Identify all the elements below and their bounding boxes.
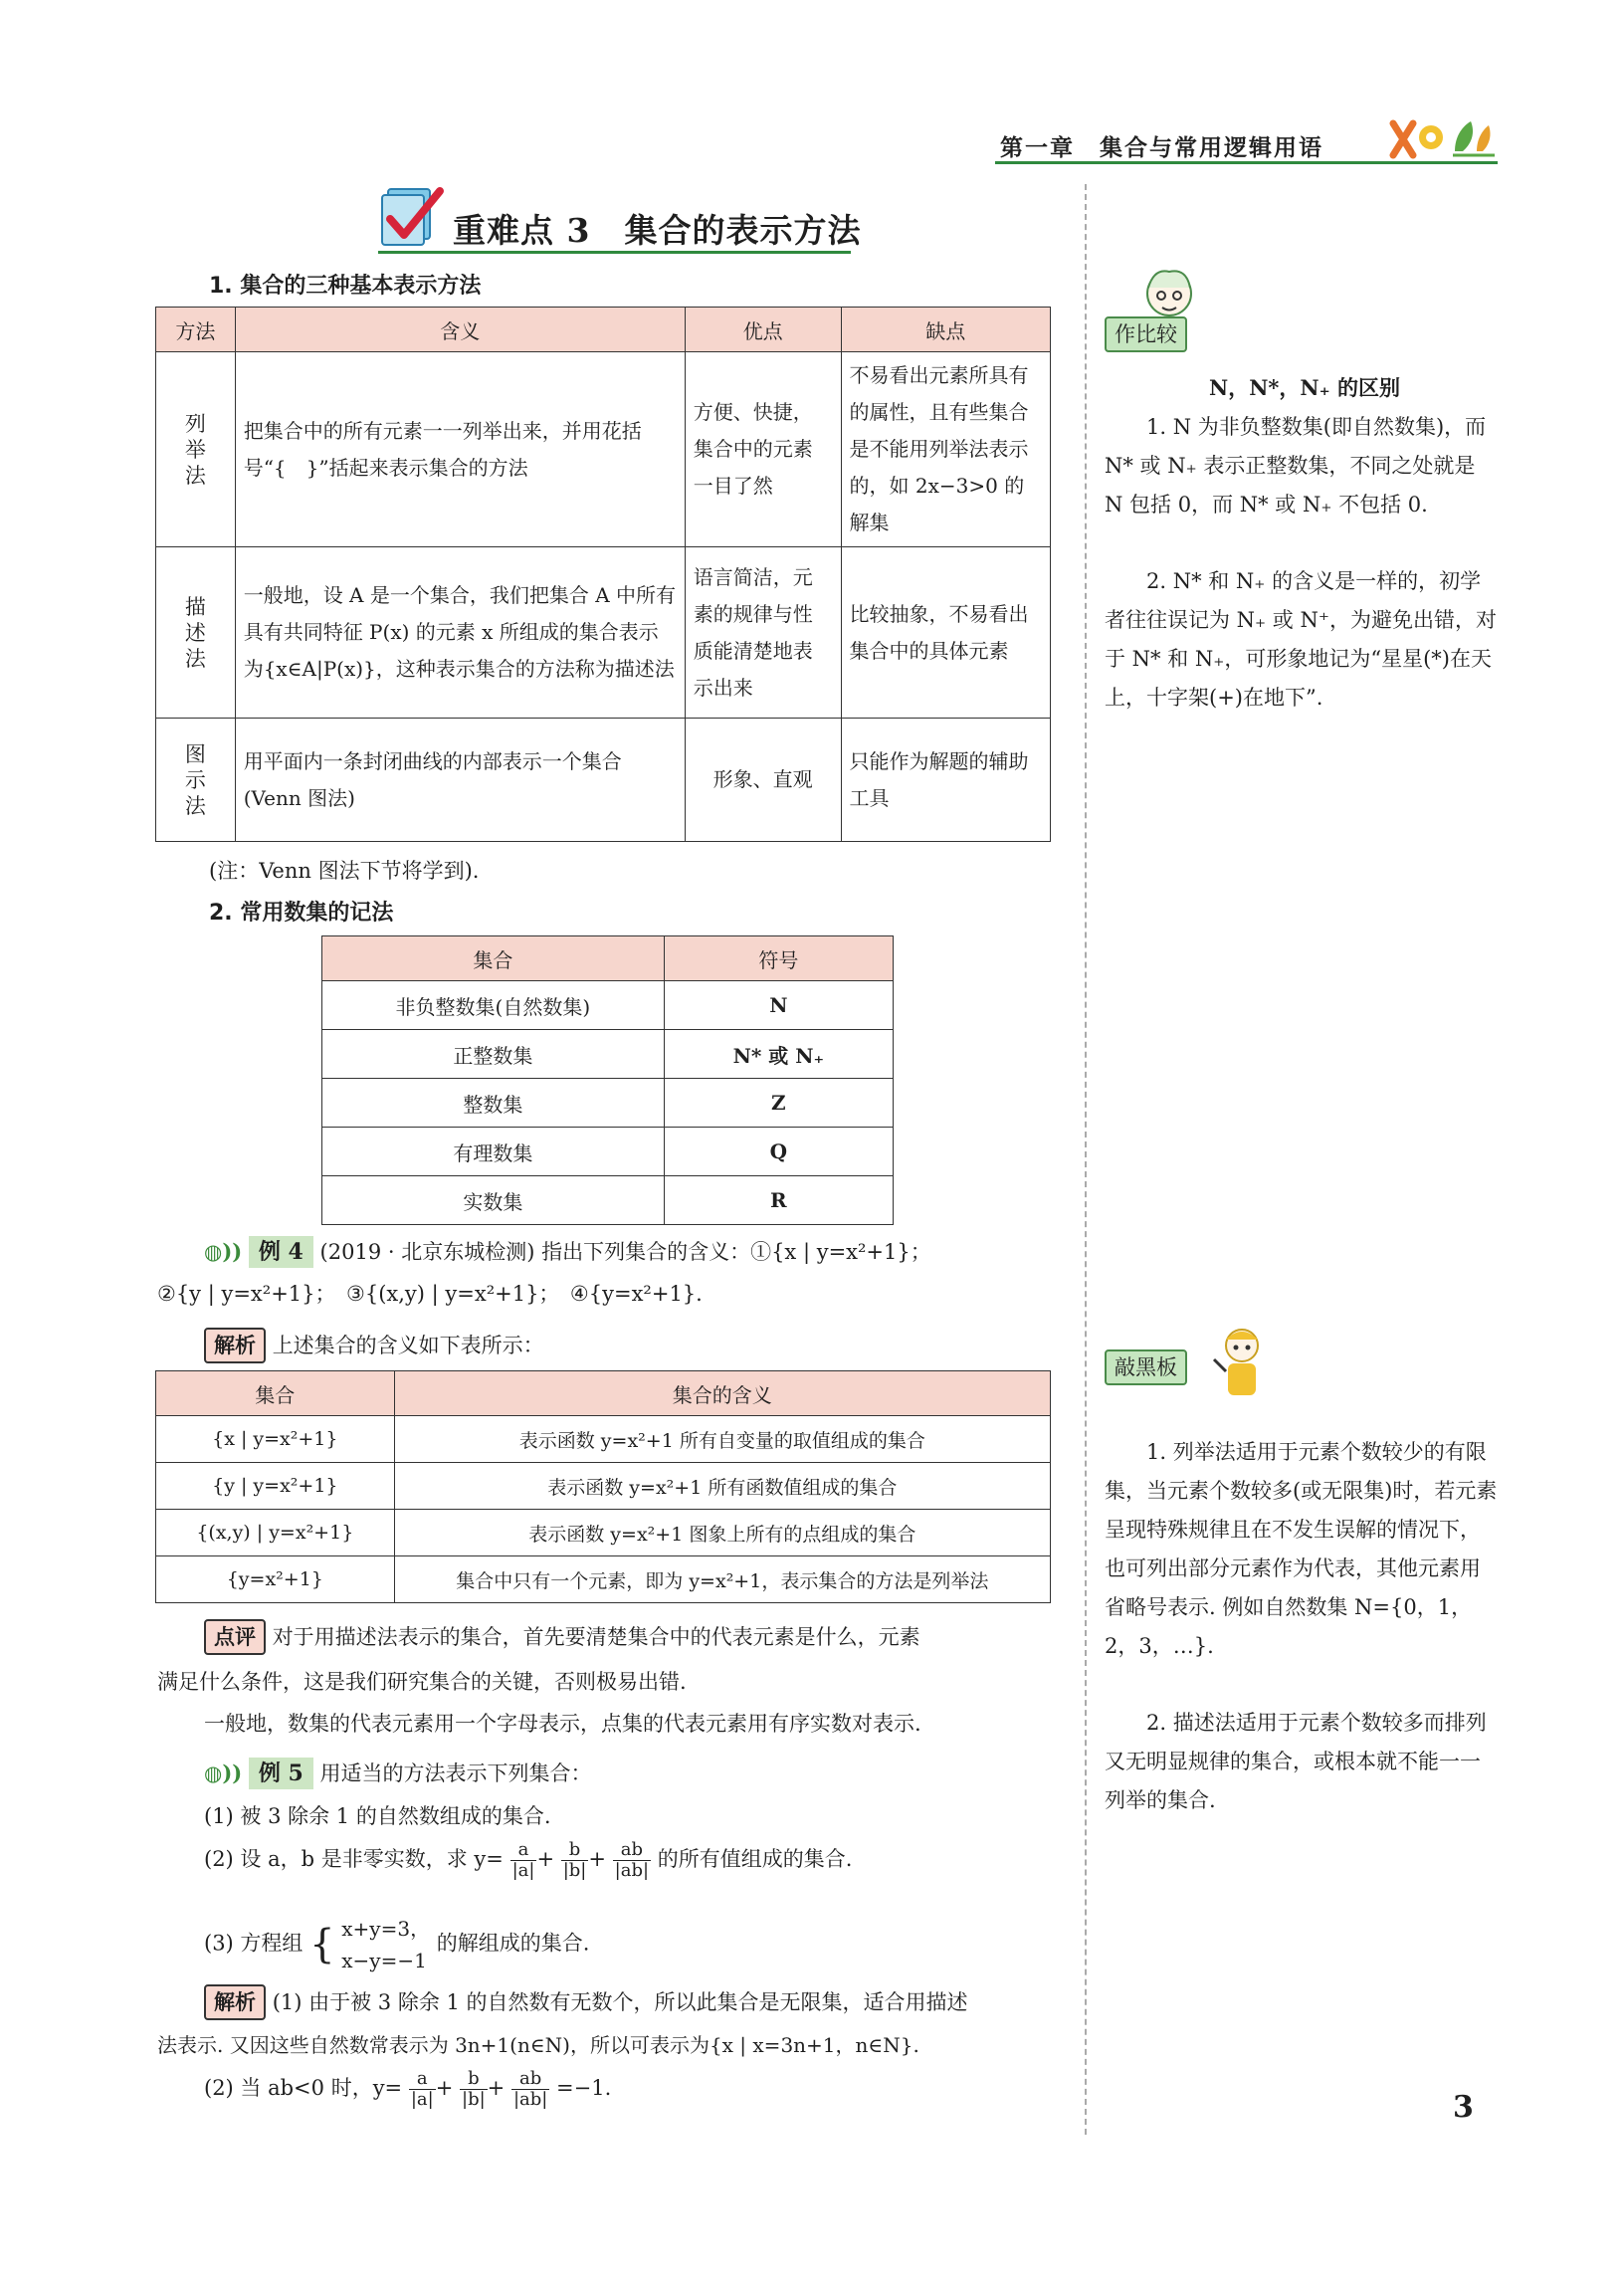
comment-line1: 对于用描述法表示的集合，首先要清楚集合中的代表元素是什么，元素: [272, 1625, 920, 1649]
table-row: [156, 352, 1051, 547]
table-row: [322, 1128, 894, 1176]
comment-line2: 满足什么条件，这是我们研究集合的关键，否则极易出错.: [157, 1670, 687, 1694]
table-row: [156, 1510, 1051, 1556]
meaning-cell: 一般地，设 A 是一个集合，我们把集合 A 中所有具有共同特征 P(x) 的元素 x 所组成的集合表示为{x∈A|P(x)}，这种表示集合的方法称为描述法: [235, 547, 685, 719]
example5-q1: (1) 被 3 除余 1 的自然数组成的集合.: [204, 1804, 551, 1828]
a2-text-after: =−1.: [556, 2076, 612, 2100]
column-header: 集合: [322, 936, 665, 981]
set-name-cell: 非负整数集(自然数集): [322, 981, 665, 1030]
header-logo-icon: [1383, 111, 1498, 163]
table-row: [156, 1556, 1051, 1603]
comment-line3: 一般地，数集的代表元素用一个字母表示，点集的代表元素用有序实数对表示.: [204, 1712, 921, 1736]
column-header: 含义: [235, 308, 685, 352]
example4-badge: 例 4: [249, 1236, 313, 1268]
column-header: 优点: [685, 308, 841, 352]
set-meaning-cell: 表示函数 y=x²+1 图象上所有的点组成的集合: [394, 1510, 1050, 1556]
table-row: [156, 1416, 1051, 1463]
column-divider: [1085, 184, 1087, 2135]
set-symbol-cell: Z: [664, 1079, 893, 1128]
set-meaning-cell: 表示函数 y=x²+1 所有函数值组成的集合: [394, 1463, 1050, 1510]
set-cell: {x | y=x²+1}: [156, 1416, 395, 1463]
compare-tag: 作比较: [1105, 316, 1187, 352]
set-cell: {(x,y) | y=x²+1}: [156, 1510, 395, 1556]
column-header: 缺点: [841, 308, 1050, 352]
method-cell: 图示法: [156, 719, 236, 842]
table-row: [322, 1079, 894, 1128]
fraction: $\frac{b}{|b|}$: [462, 2068, 486, 2110]
set-symbol-cell: R: [664, 1176, 893, 1225]
column-header: 集合: [156, 1371, 395, 1416]
set-meaning-cell: 集合中只有一个元素，即为 y=x²+1，表示集合的方法是列举法: [394, 1556, 1050, 1603]
section-title-rule: [378, 251, 851, 254]
analysis-intro: 上述集合的含义如下表所示：: [272, 1334, 544, 1357]
pros-cell: 方便、快捷，集合中的元素一目了然: [685, 352, 841, 547]
method-cell: 列举法: [156, 352, 236, 547]
q2-text-after: 的所有值组成的集合.: [657, 1847, 853, 1871]
table-header-row: [156, 1371, 1051, 1416]
set-name-cell: 整数集: [322, 1079, 665, 1128]
set-meaning-cell: 表示函数 y=x²+1 所有自变量的取值组成的集合: [394, 1416, 1050, 1463]
cons-cell: 只能作为解题的辅助工具: [841, 719, 1050, 842]
q3-text-after: 的解组成的集合.: [436, 1931, 590, 1956]
brace-icon: {: [309, 1922, 335, 1967]
answer1-line2: 法表示. 又因这些自然数常表示为 3n+1(n∈N)，所以可表示为{x | x=3n+1，n∈N}.: [157, 2033, 919, 2057]
table-row: [156, 1463, 1051, 1510]
cons-cell: 比较抽象，不易看出集合中的具体元素: [841, 547, 1050, 719]
meaning-cell: 用平面内一条封闭曲线的内部表示一个集合(Venn 图法): [235, 719, 685, 842]
comment-block: [204, 1617, 920, 1657]
section-title: 重难点 3 集合的表示方法: [453, 211, 862, 250]
table-row: [156, 547, 1051, 719]
column-header: 符号: [664, 936, 893, 981]
analysis-tag: 解析: [204, 1984, 266, 2020]
pros-cell: 语言简洁，元素的规律与性质能清楚地表示出来: [685, 547, 841, 719]
board-paragraph-2: 2. 描述法适用于元素个数较多而排列又无明显规律的集合，或根本就不能一一列举的集合.: [1105, 1711, 1487, 1812]
table-row: [322, 1176, 894, 1225]
number-sets-table: [321, 935, 894, 1225]
example4-question-line1: (2019 · 北京东城检测) 指出下列集合的含义：①{x | y=x²+1}；: [319, 1240, 931, 1264]
table-header-row: [156, 308, 1051, 352]
venn-note: (注：Venn 图法下节将学到).: [209, 859, 480, 883]
compare-paragraph-1: 1. N 为非负整数集(即自然数集)，而 N* 或 N₊ 表示正整数集，不同之处就是 N 包括 0，而 N* 或 N₊ 不包括 0.: [1105, 415, 1487, 517]
fraction: $\frac{ab}{|ab|}$: [512, 2068, 548, 2110]
example4-line1: [204, 1232, 931, 1272]
set-cell: {y=x²+1}: [156, 1556, 395, 1603]
set-symbol-cell: N: [664, 981, 893, 1030]
example5-intro: 用适当的方法表示下列集合：: [319, 1761, 592, 1785]
sound-wave-icon: ◍)): [204, 1760, 243, 1785]
fraction: $\frac{a}{|a|}$: [410, 2068, 434, 2110]
column-header: 集合的含义: [394, 1371, 1050, 1416]
set-name-cell: 正整数集: [322, 1030, 665, 1079]
example4-question-line2: ②{y | y=x²+1}； ③{(x,y) | y=x²+1}； ④{y=x²+1}.: [157, 1282, 703, 1306]
q3-text: (3) 方程组: [204, 1931, 304, 1956]
example4-analysis: [204, 1326, 544, 1365]
compare-paragraph-2: 2. N* 和 N₊ 的含义是一样的，初学者往往误记为 N₊ 或 N⁺，为避免出错，对于 N* 和 N₊，可形象地记为“星星(*)在天上，十字架(+)在地下”.: [1105, 569, 1497, 710]
set-symbol-cell: N* 或 N₊: [664, 1030, 893, 1079]
part1-heading: 1. 集合的三种基本表示方法: [209, 274, 482, 299]
cons-cell: 不易看出元素所具有的属性，且有些集合是不能用列举法表示的，如 2x−3>0 的解集: [841, 352, 1050, 547]
chapter-header: 第一章 集合与常用逻辑用语: [1000, 135, 1323, 161]
board-paragraph-1: 1. 列举法适用于元素个数较少的有限集，当元素个数较多(或无限集)时，若元素呈现特殊规律且在不发生误解的情况下，也可列出部分元素作为代表，其他元素用省略号表示. 例如自然数集 N={0，1，2，3，…}.: [1105, 1440, 1498, 1658]
example5-intro-line: [204, 1754, 592, 1793]
compare-title: N，N*，N₊ 的区别: [1209, 375, 1400, 400]
example5-q3: [204, 1913, 589, 1976]
example5-answer2: (2) 当 ab<0 时，y= $\frac{a}{|a|}$ + $\frac{b}{|b|}$ + $\frac{ab}{|ab|}$ =−1.: [204, 2068, 612, 2110]
board-tag-wrap: [1105, 1349, 1187, 1385]
cartoon-teacher-icon: [1212, 1324, 1272, 1403]
answer1-line1: (1) 由于被 3 除余 1 的自然数有无数个，所以此集合是无限集，适合用描述: [272, 1990, 968, 2014]
table-row: [322, 1030, 894, 1079]
sound-wave-icon: ◍)): [204, 1239, 243, 1264]
example5-badge: 例 5: [249, 1758, 313, 1789]
fraction: $\frac{a}{|a|}$: [511, 1839, 535, 1881]
equation-system: x+y=3， x−y=−1: [341, 1917, 431, 1972]
table-row: [322, 981, 894, 1030]
analysis-tag: 解析: [204, 1328, 266, 1363]
methods-table: [155, 307, 1051, 842]
set-name-cell: 有理数集: [322, 1128, 665, 1176]
q2-text: (2) 设 a，b 是非零实数，求 y=: [204, 1847, 504, 1871]
set-symbol-cell: Q: [664, 1128, 893, 1176]
column-header: 方法: [156, 308, 236, 352]
meaning-cell: 把集合中的所有元素一一列举出来，并用花括号“{ }”括起来表示集合的方法: [235, 352, 685, 547]
method-cell: 描述法: [156, 547, 236, 719]
set-name-cell: 实数集: [322, 1176, 665, 1225]
part2-heading: 2. 常用数集的记法: [209, 901, 394, 926]
comment-tag: 点评: [204, 1619, 266, 1655]
example5-analysis-line1: [204, 1982, 968, 2022]
fraction: $\frac{b}{|b|}$: [562, 1839, 587, 1881]
analysis-table: [155, 1370, 1051, 1603]
fraction: $\frac{ab}{|ab|}$: [614, 1839, 650, 1881]
page-number: 3: [1453, 2090, 1474, 2125]
table-header-row: [322, 936, 894, 981]
board-tag: 敲黑板: [1105, 1349, 1187, 1385]
example5-q2: (2) 设 a，b 是非零实数，求 y= $\frac{a}{|a|}$ + $\frac{b}{|b|}$ + $\frac{ab}{|ab|}$ 的所有值组成的集合.: [204, 1839, 853, 1881]
compare-tag-wrap: [1105, 316, 1187, 352]
table-row: [156, 719, 1051, 842]
checkmark-icon: [378, 181, 448, 253]
a2-text: (2) 当 ab<0 时，y=: [204, 2076, 403, 2100]
set-cell: {y | y=x²+1}: [156, 1463, 395, 1510]
pros-cell: 形象、直观: [685, 719, 841, 842]
